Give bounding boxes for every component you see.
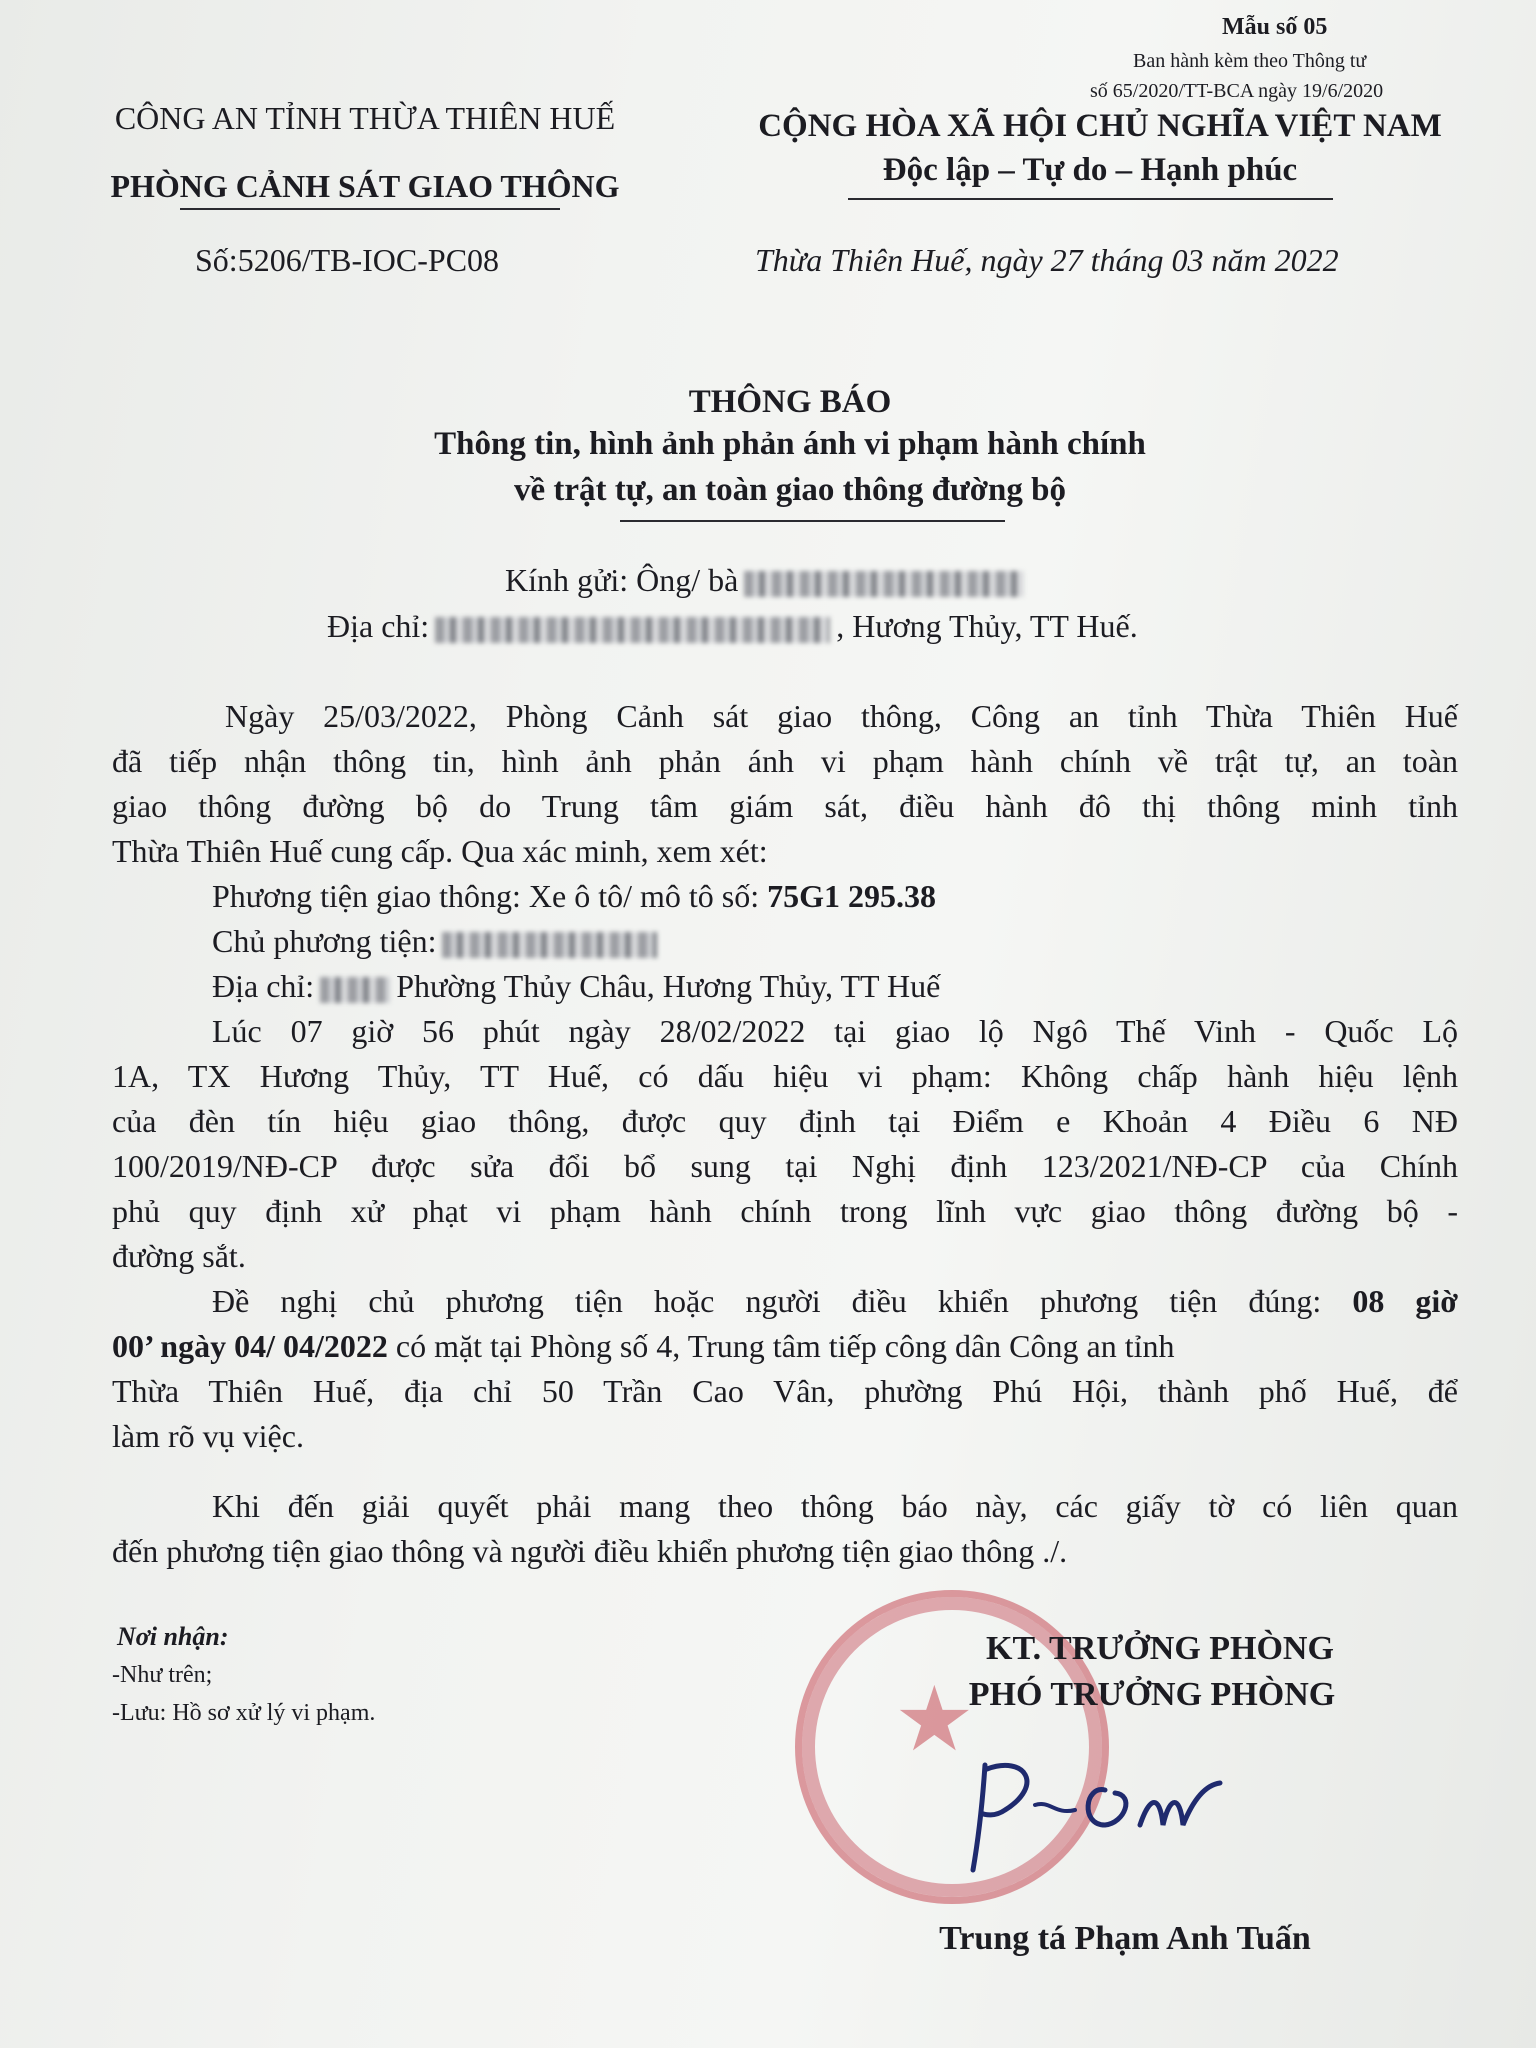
appointment-date: 00’ ngày 04/ 04/2022 xyxy=(112,1328,388,1364)
paragraph-2-line-3: của đèn tín hiệu giao thông, được quy định tại Điểm e Khoản 4 Điều 6 NĐ xyxy=(112,1103,1458,1139)
paragraph-3-request: Đề nghị chủ phương tiện hoặc người điều khiển phương tiện đúng: xyxy=(212,1283,1322,1319)
signer-name: Trung tá Phạm Anh Tuấn xyxy=(939,1920,1311,1957)
owner-address-rest: Phường Thủy Châu, Hương Thủy, TT Huế xyxy=(396,968,941,1004)
recipient-address-label: Địa chỉ: xyxy=(327,608,430,644)
form-number: Mẫu số 05 xyxy=(1222,14,1328,40)
vehicle-plate: 75G1 295.38 xyxy=(767,878,937,914)
signer-role-1: KT. TRƯỞNG PHÒNG xyxy=(986,1630,1334,1667)
owner-line xyxy=(212,923,1536,960)
appointment-hour: 08 giờ xyxy=(1352,1283,1459,1319)
title-underline xyxy=(620,520,1005,522)
recipient-address-suffix: , Hương Thủy, TT Huế. xyxy=(836,608,1138,644)
paragraph-1-line-1: Ngày 25/03/2022, Phòng Cảnh sát giao thông, Công an tỉnh Thừa Thiên Huế xyxy=(225,698,1458,734)
vehicle-label: Phương tiện giao thông: Xe ô tô/ mô tô số: xyxy=(212,878,760,914)
paragraph-2-line-1: Lúc 07 giờ 56 phút ngày 28/02/2022 tại giao lộ Ngô Thế Vinh - Quốc Lộ xyxy=(212,1013,1458,1049)
seal-star-icon: ★ xyxy=(894,1667,975,1772)
recipient-item-1: -Như trên; xyxy=(112,1662,213,1688)
document-subtitle-1: Thông tin, hình ảnh phản ánh vi phạm hành chính xyxy=(434,426,1146,462)
redacted-address xyxy=(435,617,830,643)
redacted-owner-address xyxy=(320,977,390,1003)
owner-address-label: Địa chỉ: xyxy=(212,968,315,1004)
paragraph-1-line-3: giao thông đường bộ do Trung tâm giám sát, điều hành đô thị thông minh tỉnh xyxy=(112,788,1458,824)
document-title: THÔNG BÁO xyxy=(688,384,892,420)
paragraph-3-line-2 xyxy=(112,1328,1458,1365)
recipient-address-line xyxy=(327,608,1138,645)
recipient-label: Kính gửi: Ông/ bà xyxy=(505,562,739,598)
paragraph-2-line-6: đường sắt. xyxy=(112,1238,246,1274)
paragraph-3-line-4: làm rõ vụ việc. xyxy=(112,1418,304,1454)
nation-name: CỘNG HÒA XÃ HỘI CHỦ NGHĨA VIỆT NAM xyxy=(758,108,1442,144)
paragraph-2-line-5: phủ quy định xử phạt vi phạm hành chính trong lĩnh vực giao thông đường bộ - xyxy=(112,1193,1458,1229)
recipient-line xyxy=(505,562,1030,599)
paragraph-2-line-2: 1A, TX Hương Thủy, TT Huế, có dấu hiệu vi phạm: Không chấp hành hiệu lệnh xyxy=(112,1058,1458,1094)
paragraph-4-line-1: Khi đến giải quyết phải mang theo thông báo này, các giấy tờ có liên quan xyxy=(212,1488,1458,1524)
form-issued: Ban hành kèm theo Thông tư xyxy=(1133,50,1367,72)
agency-name: PHÒNG CẢNH SÁT GIAO THÔNG xyxy=(110,168,620,204)
redacted-name xyxy=(744,571,1024,597)
agency-parent: CÔNG AN TỈNH THỪA THIÊN HUẾ xyxy=(114,100,616,136)
paragraph-4-line-2: đến phương tiện giao thông và người điều khiển phương tiện giao thông ./. xyxy=(112,1533,1068,1569)
paragraph-2-line-4: 100/2019/NĐ-CP được sửa đổi bổ sung tại Nghị định 123/2021/NĐ-CP của Chính xyxy=(112,1148,1458,1184)
paragraph-3-line-3: Thừa Thiên Huế, địa chỉ 50 Trần Cao Vân, phường Phú Hội, thành phố Huế, để xyxy=(112,1373,1458,1409)
place-date: Thừa Thiên Huế, ngày 27 tháng 03 năm 2022 xyxy=(755,242,1339,278)
appointment-place: có mặt tại Phòng số 4, Trung tâm tiếp công dân Công an tỉnh xyxy=(387,1328,1175,1364)
motto: Độc lập – Tự do – Hạnh phúc xyxy=(882,152,1298,188)
paragraph-1-line-4: Thừa Thiên Huế cung cấp. Qua xác minh, xem xét: xyxy=(112,833,768,869)
recipient-item-2: -Lưu: Hồ sơ xử lý vi phạm. xyxy=(112,1700,376,1726)
paragraph-3-line-1 xyxy=(212,1283,1458,1320)
recipients-label: Nơi nhận: xyxy=(117,1622,229,1651)
owner-label: Chủ phương tiện: xyxy=(212,923,437,959)
form-circular: số 65/2020/TT-BCA ngày 19/6/2020 xyxy=(1090,80,1384,102)
owner-address-line xyxy=(212,968,1536,1005)
signer-role-2: PHÓ TRƯỞNG PHÒNG xyxy=(968,1676,1336,1713)
agency-underline xyxy=(180,208,560,210)
vehicle-line xyxy=(212,878,1536,915)
paragraph-1-line-2: đã tiếp nhận thông tin, hình ảnh phản ánh vi phạm hành chính về trật tự, an toàn xyxy=(112,743,1458,779)
document-subtitle-2: về trật tự, an toàn giao thông đường bộ xyxy=(513,472,1066,508)
signature xyxy=(965,1755,1245,1875)
document-number: Số:5206/TB-IOC-PC08 xyxy=(195,242,500,278)
motto-underline xyxy=(848,198,1333,200)
redacted-owner xyxy=(442,932,657,958)
